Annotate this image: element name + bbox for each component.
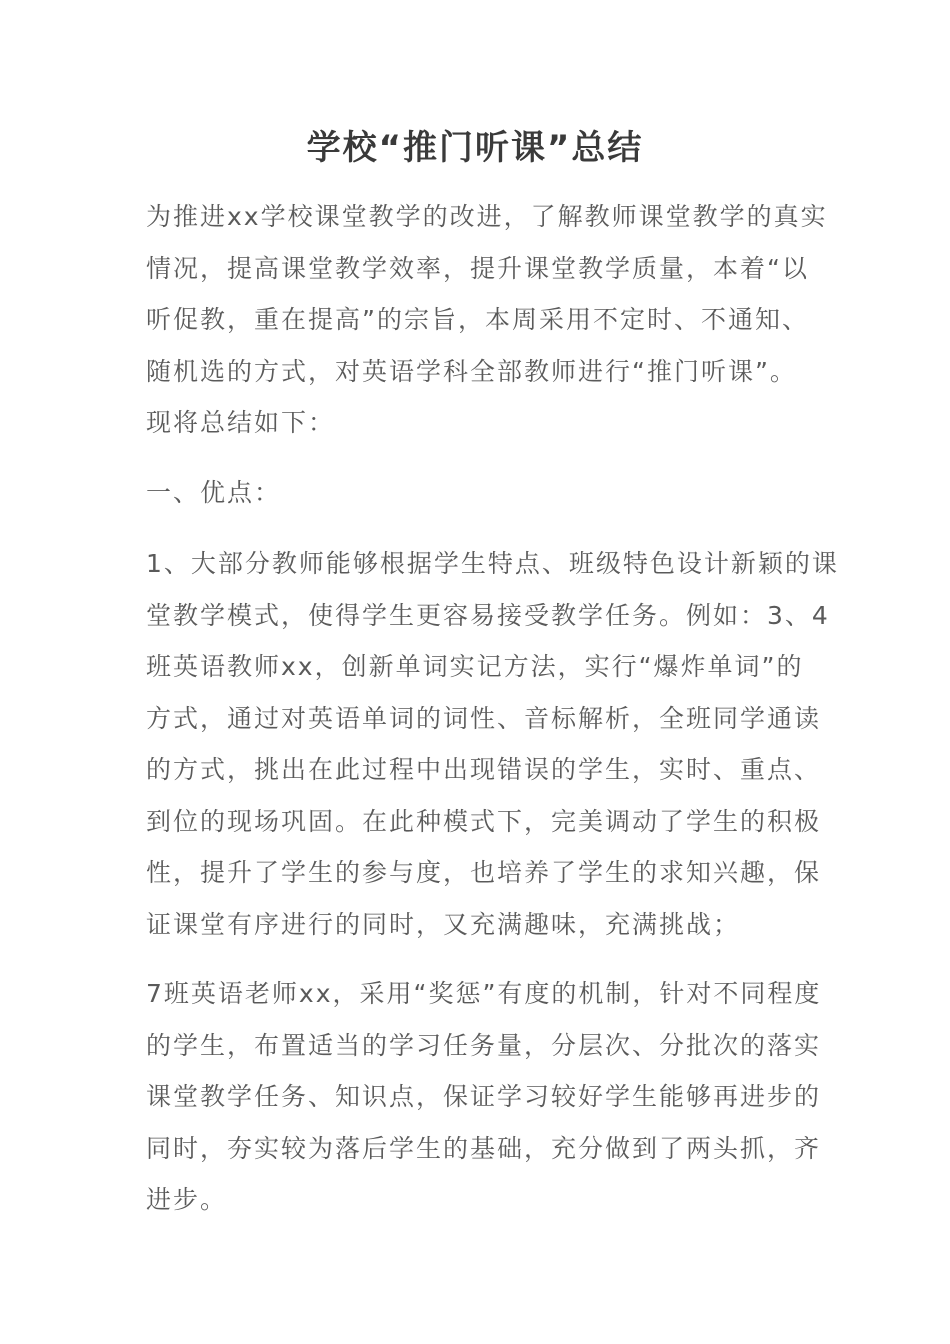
text-line: 方式，通过对英语单词的词性、音标解析，全班同学通读 xyxy=(146,703,822,733)
text-line: 一、优点： xyxy=(146,477,282,507)
text-line: 情况，提高课堂教学效率，提升课堂教学质量，本着“以 xyxy=(146,253,809,283)
text-line: 性，提升了学生的参与度，也培养了学生的求知兴趣，保 xyxy=(146,858,822,887)
text-line: 现将总结如下： xyxy=(146,408,336,437)
text-line: 班英语教师xx，创新单词实记方法，实行“爆炸单词”的 xyxy=(146,652,804,681)
text-line: 的方式，挑出在此过程中出现错误的学生，实时、重点、 xyxy=(146,755,822,784)
text-line: 证课堂有序进行的同时，又充满趣味，充满挑战； xyxy=(146,909,741,939)
text-line: 1、大部分教师能够根据学生特点、班级特色设计新颖的课 xyxy=(146,549,839,578)
document-body xyxy=(146,191,839,1244)
text-line: 听促教，重在提高”的宗旨，本周采用不定时、不通知、 xyxy=(146,305,809,334)
text-line: 课堂教学任务、知识点，保证学习较好学生能够再进步的 xyxy=(146,1082,822,1111)
text-line: 的学生，布置适当的学习任务量，分层次、分批次的落实 xyxy=(146,1030,822,1060)
text-line: 随机选的方式，对英语学科全部教师进行“推门听课”。 xyxy=(146,356,797,386)
section-heading-advantages xyxy=(146,467,810,519)
text-line: 为推进xx学校课堂教学的改进，了解教师课堂教学的真实 xyxy=(146,202,828,231)
text-line: 到位的现场巩固。在此种模式下，完美调动了学生的积极 xyxy=(146,806,822,836)
text-line: 进步。 xyxy=(146,1185,228,1214)
paragraph-class-7 xyxy=(146,968,822,1226)
text-line: 7班英语老师xx，采用“奖惩”有度的机制，针对不同程度 xyxy=(146,979,822,1008)
paragraph-intro xyxy=(146,191,828,449)
paragraph-point-1 xyxy=(146,538,839,950)
text-line: 堂教学模式，使得学生更容易接受教学任务。例如：3、4 xyxy=(146,600,830,630)
document-title: 学校“推门听课”总结 xyxy=(306,128,644,168)
text-line: 同时，夯实较为落后学生的基础，充分做到了两头抓，齐 xyxy=(146,1133,822,1163)
